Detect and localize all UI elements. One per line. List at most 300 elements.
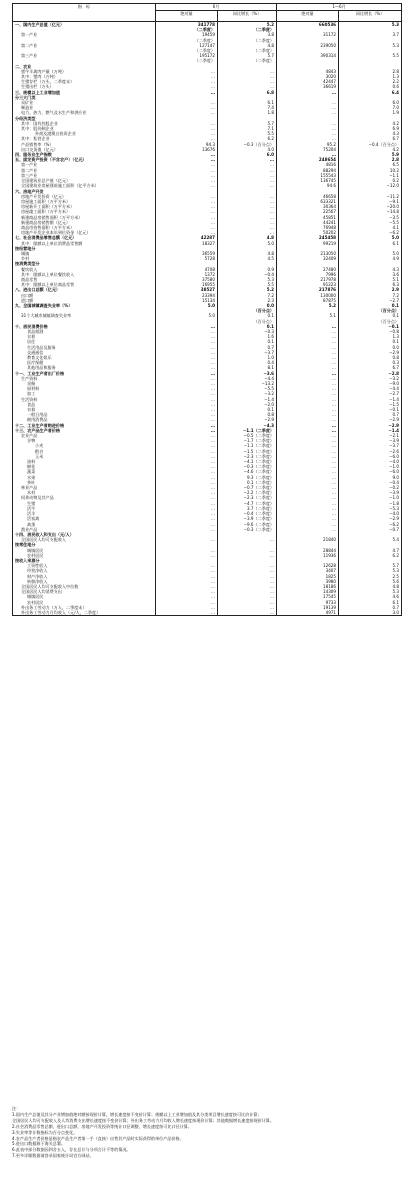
cell-text: 4.3 <box>392 266 400 272</box>
cell-text: −6.2 <box>389 230 400 236</box>
cell-text: 3020 <box>325 74 337 80</box>
cell-text: 5.0 <box>391 235 400 241</box>
cell-text: … <box>331 334 337 340</box>
cell-text: 3.6 <box>392 271 400 277</box>
cell-text: 5.0 <box>207 302 215 308</box>
footnote-line: 1.国内生产总值及其分产业增加值绝对额按现价计算，增长速度按不变价计算；规模以上工业增加值及其分类项目增长速度按可比价计算； <box>12 1111 262 1117</box>
cell-text: 农村居民 <box>27 552 44 558</box>
cell-text: … <box>210 126 215 132</box>
cell-text: 第三产业 <box>21 172 38 178</box>
cell-text: −2.9 <box>264 417 275 423</box>
cell-text: 水果 <box>27 474 36 480</box>
cell-text: 1825 <box>325 573 337 579</box>
cell-text: 其中：限额以上单位消费品零售额 <box>21 240 83 246</box>
cell-text: … <box>210 427 215 433</box>
indicator-table <box>12 3 402 616</box>
cell-text: −2.8 <box>388 370 400 376</box>
cell-text: 5728 <box>204 256 215 262</box>
cell-a <box>156 43 218 53</box>
cell-text: … <box>269 594 275 600</box>
cell-subnote: （二季度） <box>253 58 275 64</box>
cell-text: 一、国内生产总值（亿元） <box>15 22 65 27</box>
cell-text: … <box>331 521 337 527</box>
cell-text: 分三大门类 <box>15 94 36 100</box>
cell-text: 生猪出栏（万头） <box>21 84 54 90</box>
cell-text: 5.3 <box>392 42 400 48</box>
cell-text: … <box>269 198 275 204</box>
footnote-line: 3.失业率等计数指标为百分点变化。 <box>12 1129 78 1135</box>
cell-text: … <box>210 589 215 595</box>
cell-text: 出口额 <box>21 292 34 298</box>
cell-text: 155543 <box>320 172 337 178</box>
cell-text: 6.4 <box>391 89 400 95</box>
cell-text: … <box>331 495 337 501</box>
cell-text: 0.0 <box>266 302 275 308</box>
cell-text: … <box>269 604 275 610</box>
cell-text: 2.8 <box>392 68 400 74</box>
cell-text: … <box>210 131 215 137</box>
cell-text: 3.8 <box>267 32 275 38</box>
cell-text: 油料 <box>27 459 36 465</box>
cell-text: … <box>210 162 215 168</box>
cell-b <box>218 43 277 53</box>
cell-text: … <box>331 105 337 111</box>
cell-text: 19139 <box>322 604 337 610</box>
cell-text: 医疗保健 <box>27 360 44 366</box>
cell-a <box>156 22 218 33</box>
cell-text: 6.2 <box>267 136 275 142</box>
cell-text: … <box>331 381 337 387</box>
cell-text: 6.1 <box>392 599 400 605</box>
cell-text: 88294 <box>322 167 337 173</box>
cell-d <box>339 53 402 63</box>
cell-text: … <box>269 224 275 230</box>
cell-c <box>277 22 339 33</box>
cell-text: … <box>210 505 215 511</box>
cell-text: … <box>210 360 215 366</box>
cell-text: 5.3 <box>392 568 400 574</box>
cell-text: 渔业产品 <box>21 526 38 532</box>
cell-text: 0.1 <box>392 339 400 345</box>
cell-text: … <box>331 500 337 506</box>
cell-text: 5.0 <box>267 240 275 246</box>
cell-text: … <box>210 422 215 428</box>
cell-text: … <box>331 401 337 407</box>
cell-subnote: （二季度） <box>194 58 215 64</box>
cell-text: 8.1 <box>267 365 275 371</box>
cell-text: 活家禽 <box>27 516 40 522</box>
cell-text: −3.2 <box>264 391 275 397</box>
cell-text: 5.5 <box>267 131 275 137</box>
cell-subnote: （百分点） <box>378 318 400 324</box>
cell-text: 四、服务业生产指数 <box>15 152 52 158</box>
cell-text: −1.7（二季度） <box>243 438 275 444</box>
cell-text: 按经营地分 <box>15 245 36 251</box>
cell-text: 6.1 <box>267 100 275 106</box>
cell-text: 4843 <box>325 68 337 74</box>
table-row <box>13 610 402 616</box>
cell-subnote: （二季度） <box>253 48 275 54</box>
cell-text: … <box>331 360 337 366</box>
cell-text: 7996 <box>325 271 337 277</box>
cell-text: 4.7 <box>392 547 400 553</box>
cell-text: −0.2 <box>389 485 400 491</box>
cell-text: … <box>210 438 215 444</box>
cell-text: 4.0 <box>267 146 275 152</box>
cell-text: −0.4 <box>389 479 400 485</box>
cell-text: … <box>210 381 215 387</box>
cell-text: … <box>331 526 337 532</box>
cell-text: … <box>210 448 215 454</box>
cell-text: 0.7 <box>392 604 400 610</box>
cell-b <box>218 32 277 42</box>
cell-text: 其中：股份制企业 <box>21 126 54 132</box>
cell-text: −1.0 <box>389 495 400 501</box>
cell-text: 2.2 <box>392 79 400 85</box>
cell-text: 0.6 <box>392 84 400 90</box>
cell-text: 5.2 <box>266 287 275 293</box>
cell-text: 0.1（二季度） <box>247 479 275 485</box>
cell-text: 茶叶 <box>27 479 36 485</box>
cell-text: … <box>210 209 215 215</box>
cell-text: … <box>269 230 275 236</box>
cell-a <box>156 32 218 42</box>
cell-text: … <box>331 485 337 491</box>
cell-text: 0.2 <box>392 178 400 184</box>
period-june-header: 6月 <box>156 4 277 11</box>
cell-text: … <box>331 100 337 106</box>
cell-text: 按消费类型分 <box>15 261 40 267</box>
cell-d <box>339 32 402 42</box>
cell-text: … <box>331 386 337 392</box>
statistics-sheet <box>12 3 401 616</box>
cell-text: … <box>210 609 215 615</box>
cell-text: … <box>331 505 337 511</box>
cell-text: 4.1 <box>392 224 400 230</box>
cell-text: … <box>210 375 215 381</box>
cell-text: −1.1（二季度） <box>243 443 275 449</box>
cell-text: … <box>210 604 215 610</box>
cell-text: −2.9 <box>389 349 400 355</box>
cell-text: 6.0 <box>266 152 275 158</box>
cell-text: … <box>210 521 215 527</box>
cell-text: 五、固定资产投资（不含农户）（亿元） <box>15 157 87 163</box>
cell-b <box>218 313 277 323</box>
cell-text: … <box>210 464 215 470</box>
cell-text: 十、居民消费价格 <box>15 323 48 329</box>
cell-text: 工资性收入 <box>27 563 48 569</box>
cell-text: 房屋竣工面积（万平方米） <box>21 209 71 215</box>
cell-text: 第二产业 <box>21 42 38 48</box>
cell-text: 5.2 <box>328 302 337 308</box>
cell-text: 390314 <box>320 53 337 59</box>
cell-text: 50202 <box>322 230 337 236</box>
cell-text: 7.1 <box>267 126 275 132</box>
cell-text: 6.8 <box>266 89 275 95</box>
cell-text: … <box>331 375 337 381</box>
cell-text: 加工 <box>27 391 36 397</box>
cell-text: … <box>210 433 215 439</box>
cell-text: 其中：私营企业 <box>21 136 50 142</box>
cell-text: 棉花 <box>27 464 36 470</box>
cell-text: … <box>269 209 275 215</box>
cell-text: 9.0 <box>392 474 400 480</box>
cell-text: −3.2 <box>389 375 400 381</box>
cell-text: 5.7 <box>267 120 275 126</box>
cell-text: … <box>269 79 275 85</box>
cell-text: 一般日用品 <box>27 412 48 418</box>
cell-text: … <box>210 386 215 392</box>
cell-text: … <box>210 334 215 340</box>
cell-text: 0.1 <box>267 339 275 345</box>
cell-text: … <box>331 422 337 428</box>
cell-text: −3.7 <box>264 349 275 355</box>
cell-text: … <box>269 563 275 569</box>
cell-text: 0.3 <box>392 360 400 366</box>
cell-text: 9733 <box>325 599 337 605</box>
cell-text: 0.1 <box>391 302 400 308</box>
cell-text: −2.1 <box>389 433 400 439</box>
h1-yoy-header: 同比增长（%） <box>339 11 402 22</box>
cell-text: … <box>331 490 337 496</box>
cell-text: 猪牛羊禽肉产量（万吨） <box>21 68 67 74</box>
cell-text: 4.6 <box>392 594 400 600</box>
cell-text: 136745 <box>320 178 337 184</box>
cell-text: … <box>269 178 275 184</box>
cell-text: −4.1（二季度） <box>243 459 275 465</box>
cell-text: … <box>210 485 215 491</box>
cell-text: 30364 <box>322 204 337 210</box>
cell-text: 4.8 <box>266 235 275 241</box>
cell-text: 城镇居民 <box>27 594 44 600</box>
cell-text: −4.7（二季度） <box>243 500 275 506</box>
table-row <box>13 303 402 313</box>
footnote-line: 6.此表中部分数据因四舍五入，存在总计与分项合计不等的情况。 <box>12 1147 131 1153</box>
cell-text: 44241 <box>322 219 337 225</box>
cell-text: 电力、热力、燃气及水生产和供应业 <box>21 110 87 116</box>
cell-text: … <box>210 417 215 423</box>
cell-text: 5.1 <box>392 276 400 282</box>
cell-c <box>277 610 339 616</box>
cell-text: 2.5 <box>392 573 400 579</box>
cell-text: −9.0 <box>389 381 400 387</box>
cell-text: … <box>269 183 275 189</box>
cell-text: … <box>269 568 275 574</box>
cell-text: 12628 <box>322 563 337 569</box>
cell-text: −6.0 <box>389 453 400 459</box>
cell-text: −1.0 <box>389 464 400 470</box>
cell-text: … <box>331 370 337 376</box>
cell-text: … <box>331 136 337 142</box>
cell-text: −6.2 <box>389 521 400 527</box>
cell-text: 产品销售率（%） <box>21 141 54 147</box>
cell-text: 5.2 <box>266 22 275 27</box>
cell-text: … <box>269 74 275 80</box>
cell-text: −3.6 <box>263 370 275 376</box>
cell-text: 94.6 <box>326 183 337 189</box>
cell-text: … <box>210 344 215 350</box>
cell-text: −2.9 <box>389 417 400 423</box>
cell-text: 195172 <box>199 53 215 59</box>
cell-text: … <box>331 120 337 126</box>
cell-text: … <box>331 427 337 433</box>
cell-text: −0.3（二季度） <box>243 526 275 532</box>
cell-text: −4.4 <box>389 386 400 392</box>
footnote-line: 2.社会消费品零售总额、进出口总额、房地产开发投资等统计口径调整，增长速度按可比口径计算。 <box>12 1123 192 1129</box>
cell-text: 第二产业 <box>21 167 38 173</box>
cell-text: … <box>331 474 337 480</box>
cell-text: 1.3 <box>392 334 400 340</box>
cell-text: … <box>210 214 215 220</box>
table-row <box>13 53 402 63</box>
cell-text: −0.3（百分点） <box>243 141 275 147</box>
cell-text: … <box>331 365 337 371</box>
cell-text: … <box>210 120 215 126</box>
cell-text: 教育文化娱乐 <box>27 355 52 360</box>
cell-text: 1.3 <box>392 74 400 80</box>
cell-text: 十二、工业生产者购进价格 <box>15 422 65 428</box>
cell-text: 14309 <box>322 589 337 595</box>
cell-text: 其他用品和服务 <box>27 365 56 371</box>
cell-text: −2.3（二季度） <box>243 495 275 501</box>
cell-b <box>218 22 277 33</box>
cell-text: 0.7 <box>392 412 400 418</box>
cell-text: 31个大城市城镇调查失业率 <box>21 313 72 319</box>
cell-text: … <box>331 391 337 397</box>
cell-text: … <box>210 110 215 116</box>
cell-text: 4.2 <box>392 120 400 126</box>
cell-text: … <box>210 68 215 74</box>
cell-text: 十三、农产品生产者价格 <box>15 427 61 433</box>
row-label <box>13 303 156 313</box>
cell-b <box>218 303 277 313</box>
cell-text: 进口额 <box>21 297 34 303</box>
cell-text: … <box>210 89 215 95</box>
cell-text: 1.6 <box>267 334 275 340</box>
cell-text: 1.0 <box>267 355 275 360</box>
cell-text: … <box>269 193 275 199</box>
cell-text: … <box>331 89 337 95</box>
cell-text: 财产净收入 <box>27 573 48 579</box>
footnote-line: 5.进出口数据源于海关总署。 <box>12 1141 66 1147</box>
cell-text: −1.8 <box>389 500 400 506</box>
cell-text: … <box>210 328 215 334</box>
cell-text: … <box>210 396 215 402</box>
cell-text: … <box>331 516 337 522</box>
cell-text: 19459 <box>201 32 215 38</box>
cell-text: 第一产业 <box>21 32 38 38</box>
cell-text: 9.3（二季度） <box>247 474 275 480</box>
cell-text: … <box>331 131 337 137</box>
cell-text: 八、进出口总额（亿元） <box>15 287 61 293</box>
cell-text: … <box>210 79 215 85</box>
cell-a <box>156 53 218 63</box>
cell-text: 生猪 <box>27 500 36 506</box>
cell-text: −11.2 <box>386 193 400 199</box>
cell-text: 6.2 <box>392 552 400 558</box>
cell-text: −3.7 <box>389 443 400 449</box>
cell-text: … <box>210 219 215 225</box>
cell-text: … <box>331 443 337 449</box>
cell-text: 谷物 <box>27 438 36 444</box>
cell-text: 九、全国城镇调查失业率（%） <box>15 302 73 308</box>
cell-text: 其中：猪肉（万吨） <box>21 74 58 80</box>
cell-c <box>277 43 339 53</box>
cell-text: 4.2 <box>392 146 400 152</box>
cell-text: 餐饮收入 <box>21 266 38 272</box>
cell-text: −12.0 <box>386 183 400 189</box>
cell-text: 饲养动物及其产品 <box>21 495 54 501</box>
cell-text: … <box>210 583 215 589</box>
cell-text: 22567 <box>322 209 337 215</box>
cell-text: … <box>331 355 337 360</box>
cell-text: … <box>210 157 215 163</box>
cell-text: 5.3 <box>267 276 275 282</box>
cell-text: 十四、居民收入和支出（元/人） <box>15 531 74 537</box>
cell-d <box>339 22 402 33</box>
cell-text: 5.3 <box>391 22 400 27</box>
cell-text: 0.1 <box>392 313 400 319</box>
cell-text: 7.0 <box>392 105 400 111</box>
cell-a <box>156 313 218 323</box>
table-row <box>13 313 402 323</box>
cell-text: … <box>210 349 215 355</box>
cell-text: −2.7 <box>389 391 400 397</box>
cell-text: … <box>331 438 337 444</box>
cell-text: 耐用消费品 <box>27 417 48 423</box>
cell-text: … <box>331 479 337 485</box>
cell-text: 稻谷 <box>35 448 44 454</box>
cell-text: 禽蛋 <box>27 521 36 527</box>
cell-text: −2.9 <box>388 422 400 428</box>
cell-text: … <box>269 583 275 589</box>
cell-text: 其中：国有控股企业 <box>21 120 58 126</box>
cell-subnote: （二季度） <box>253 27 275 33</box>
cell-text: 七、社会消费品零售总额（亿元） <box>15 235 77 241</box>
cell-text: 1.8 <box>267 110 275 116</box>
cell-text: 房屋施工面积（万平方米） <box>21 198 71 204</box>
cell-text: … <box>210 74 215 80</box>
cell-text: … <box>331 433 337 439</box>
cell-text: … <box>210 568 215 574</box>
cell-d <box>339 313 402 323</box>
row-label <box>13 313 156 323</box>
cell-text: 房屋新开工面积（万平方米） <box>21 204 75 210</box>
cell-text: … <box>269 84 275 90</box>
cell-text: 217978 <box>320 276 337 282</box>
cell-text: … <box>210 469 215 475</box>
cell-text: … <box>331 126 337 132</box>
cell-text: 4.3 <box>392 131 400 137</box>
cell-text: … <box>210 594 215 600</box>
col-indicator-header: 指 标 <box>13 4 156 22</box>
cell-text: 5.4 <box>392 537 400 543</box>
cell-text: 商品房待售面积（万平方米） <box>21 224 75 230</box>
cell-text: … <box>210 152 215 158</box>
cell-text: −14.8 <box>386 209 400 215</box>
cell-text: 第三产业 <box>21 53 38 59</box>
cell-text: … <box>269 204 275 210</box>
cell-b <box>218 610 277 616</box>
cell-text: … <box>210 516 215 522</box>
cell-text: 15134 <box>201 297 215 303</box>
cell-text: 4816 <box>325 162 337 168</box>
cell-text: … <box>210 167 215 173</box>
cell-c <box>277 53 339 63</box>
cell-text: −0.7 <box>389 526 400 532</box>
cell-text: −0.3 <box>264 328 275 334</box>
cell-text: 6.7 <box>392 365 400 371</box>
